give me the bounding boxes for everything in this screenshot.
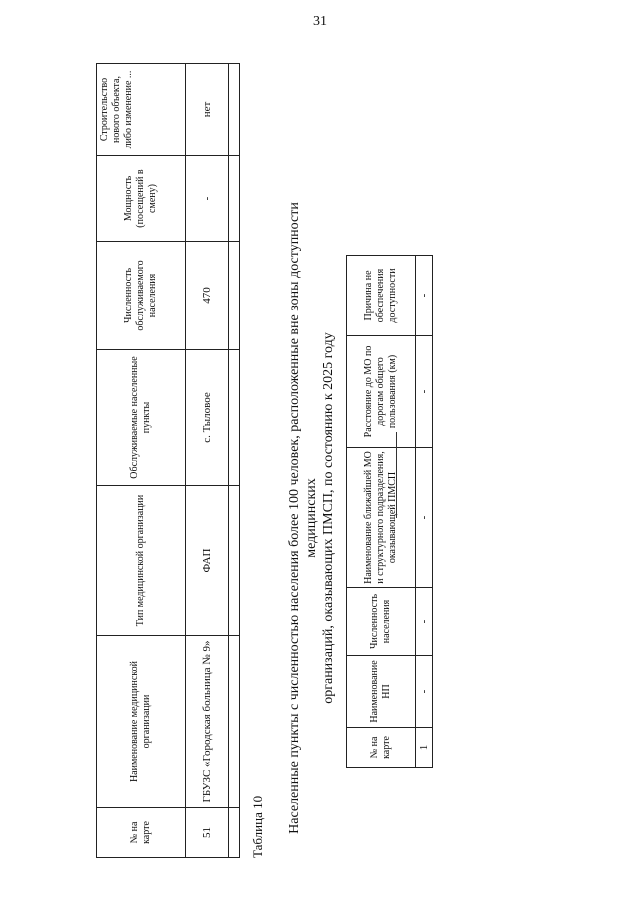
header-organization-name: Наименование медицинской организации: [97, 636, 186, 808]
header-capacity: Мощность (посещений в смену): [97, 156, 186, 242]
header-inaccessibility-reason: Причина не обеспечения доступности: [347, 256, 416, 336]
header-map-number: № на карте: [347, 728, 416, 768]
cell-served-population: 470: [186, 242, 229, 350]
table-title-line-2: организаций, оказывающих ПМСП, по состоянию к 2025 году: [321, 332, 336, 704]
header-map-number: № на карте: [97, 808, 186, 858]
header-organization-type: Тип медицинской организации: [97, 486, 186, 636]
table-row: [186, 64, 229, 858]
cell-map-number: 51: [186, 808, 229, 858]
cell-settlement-name: -: [416, 656, 433, 728]
header-nearest-organization: Наименование ближайшей МО и структурного подразделения, оказывающей ПМСП: [347, 448, 416, 588]
cell-map-number: 1: [416, 728, 433, 768]
header-served-population: Численность обслуживаемого населения: [97, 242, 186, 350]
cell-capacity: -: [186, 156, 229, 242]
cell-inaccessibility-reason: -: [416, 256, 433, 336]
table-row: [416, 256, 433, 768]
header-construction-text: Строительство нового объекта, либо изменение ...: [99, 70, 134, 149]
page-number: 31: [313, 14, 327, 29]
table-title: [286, 178, 337, 858]
table-header-row: [97, 64, 186, 858]
cell-nearest-organization: -: [416, 448, 433, 588]
cell-road-distance: -: [416, 336, 433, 448]
cell-organization-name: ГБУЗС «Городская больница № 9»: [186, 636, 229, 808]
table-title-line-1: Населенные пункты с численностью населения более 100 человек, расположенные вне зоны доступности медицинских: [287, 202, 319, 834]
table-row-continuation: [229, 64, 240, 858]
header-served-settlements: Обслуживаемые населенные пункты: [97, 350, 186, 486]
header-population: Численность населения: [347, 588, 416, 656]
separator-line: [396, 432, 397, 518]
cell-population: -: [416, 588, 433, 656]
medical-organizations-table: [96, 63, 240, 858]
header-settlement-name: Наименование НП: [347, 656, 416, 728]
settlements-outside-access-table: [346, 255, 433, 768]
header-construction: [97, 64, 186, 156]
cell-organization-type: ФАП: [186, 486, 229, 636]
table-caption: Таблица 10: [250, 795, 265, 858]
cell-served-settlements: с. Тыловое: [186, 350, 229, 486]
cell-construction: нет: [186, 64, 229, 156]
header-road-distance: Расстояние до МО по дорогам общего пользования (км): [347, 336, 416, 448]
table-header-row: [347, 256, 416, 768]
rotated-landscape-content: [96, 38, 630, 858]
